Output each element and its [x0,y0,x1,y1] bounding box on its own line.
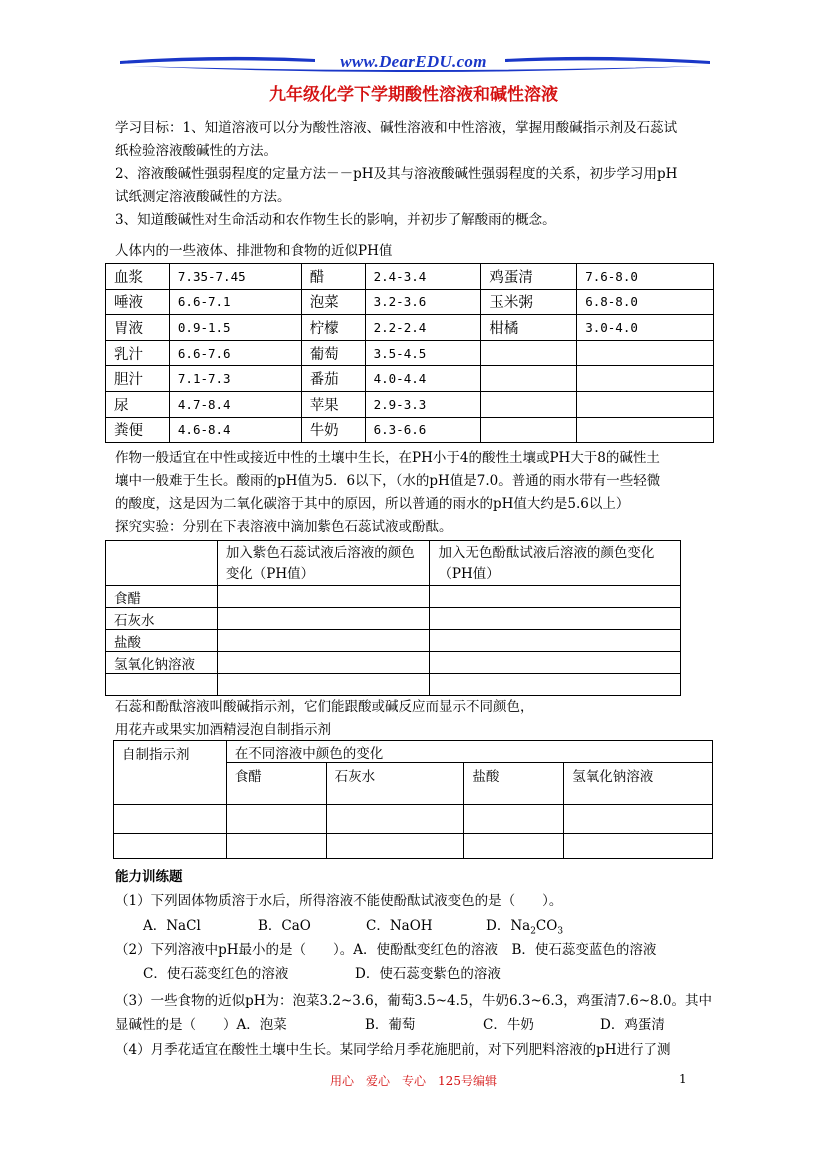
col-header: 盐酸 [464,763,564,805]
color-change-header: 在不同溶液中颜色的变化 [226,741,712,763]
training-heading: 能力训练题 [115,869,183,885]
food-name-cell: 泡菜 [301,289,365,315]
table-row [106,315,714,341]
empty-cell [464,805,564,834]
empty-cell [430,586,681,608]
ph-value-cell: 6.6-7.6 [169,340,301,366]
indicator-header: 自制指示剂 [114,741,227,805]
text-line: 壤中一般难于生长。酸雨的pH值为5．6以下，（水的pH值是7.0。普通的雨水带有一些轻微 [115,473,661,489]
empty-cell [326,834,464,859]
empty-cell [430,608,681,630]
empty-cell [430,674,681,696]
ph-value-cell: 2.4-3.4 [365,264,481,290]
question-4: （4）月季花适宜在酸性土壤中生长。某同学给月季花施肥前，对下列肥料溶液的pH进行了测 [115,1042,671,1058]
col-header: 氢氧化钠溶液 [564,763,713,805]
food-name-cell [481,417,577,443]
food-name-cell: 胆汁 [106,366,170,392]
text-line: 石蕊和酚酞溶液叫酸碱指示剂，它们能跟酸或碱反应而显示不同颜色， [115,699,534,715]
ph-value-cell: 7.1-7.3 [169,366,301,392]
solution-name-cell [106,674,218,696]
footer-text: 用心 爱心 专心 125号编辑 [330,1074,497,1088]
page-number: 1 [679,1072,687,1086]
empty-cell [464,834,564,859]
ph-value-cell [577,417,714,443]
table-row [106,340,714,366]
ph-value-cell: 3.5-4.5 [365,340,481,366]
col-header: 石灰水 [326,763,464,805]
objective-line: 纸检验溶液酸碱性的方法。 [115,143,277,159]
ph-value-cell: 6.6-7.1 [169,289,301,315]
col-header: 食醋 [226,763,326,805]
empty-cell [217,652,430,674]
food-name-cell: 唾液 [106,289,170,315]
empty-cell [114,834,227,859]
food-name-cell: 柠檬 [301,315,365,341]
option-c: C．NaOH [366,918,433,934]
solution-name-cell: 盐酸 [106,630,218,652]
phenol-header: 加入无色酚酞试液后溶液的颜色变化（PH值） [430,541,681,586]
ph-value-cell: 2.2-2.4 [365,315,481,341]
food-name-cell: 玉米粥 [481,289,577,315]
empty-cell [217,608,430,630]
question-2: （2）下列溶液中pH最小的是（ ）。A．使酚酞变红色的溶液 B．使石蕊变蓝色的溶液 [115,942,657,958]
indicator-paragraph [115,696,715,742]
empty-cell [217,674,430,696]
ph-value-cell: 2.9-3.3 [365,391,481,417]
objectives [115,117,715,232]
header-url[interactable]: www.DearEDU.com [340,52,487,71]
empty-cell [326,805,464,834]
indicator-table [113,740,713,859]
table-row [106,674,681,696]
empty-cell [114,805,227,834]
food-name-cell: 牛奶 [301,417,365,443]
ph-value-cell [577,340,714,366]
empty-cell [217,630,430,652]
text-line: 用花卉或果实加酒精浸泡自制指示剂 [115,722,331,738]
food-name-cell: 醋 [301,264,365,290]
table-row [106,652,681,674]
option-a: A．NaCl [143,918,201,934]
ph-value-cell: 0.9-1.5 [169,315,301,341]
food-name-cell [481,340,577,366]
empty-cell [226,805,326,834]
empty-cell [430,630,681,652]
food-name-cell: 血浆 [106,264,170,290]
table-row [106,264,714,290]
option-b: B．葡萄 [365,1017,416,1033]
empty-cell [217,586,430,608]
objective-line: 试纸测定溶液酸碱性的方法。 [115,189,291,205]
empty-cell [564,805,713,834]
option-d: D．鸡蛋清 [600,1017,665,1033]
food-name-cell: 粪便 [106,417,170,443]
food-name-cell: 乳汁 [106,340,170,366]
litmus-header: 加入紫色石蕊试液后溶液的颜色变化（PH值） [217,541,430,586]
solution-name-cell: 氢氧化钠溶液 [106,652,218,674]
ph-value-cell: 4.0-4.4 [365,366,481,392]
empty-cell [430,652,681,674]
question-3: （3）一些食物的近似pH为：泡菜3.2~3.6，葡萄3.5~4.5，牛奶6.3~6.3，鸡蛋清7.6~8.0。其中 [115,993,713,1009]
food-name-cell: 苹果 [301,391,365,417]
food-name-cell [481,391,577,417]
page-title: 九年级化学下学期酸性溶液和碱性溶液 [269,85,558,105]
text-line: 的酸度，这是因为二氧化碳溶于其中的原因，所以普通的雨水的pH值大约是5.6以上） [115,496,630,512]
ph-table [105,263,714,443]
table-row [106,391,714,417]
table-row [106,608,681,630]
ph-value-cell [577,366,714,392]
ph-value-cell: 7.6-8.0 [577,264,714,290]
empty-cell [564,834,713,859]
text-line: 探究实验：分别在下表溶液中滴加紫色石蕊试液或酚酞。 [115,519,453,535]
table-row [106,417,714,443]
solution-name-cell: 石灰水 [106,608,218,630]
ph-value-cell: 6.8-8.0 [577,289,714,315]
option-c: C．牛奶 [483,1017,534,1033]
question-1: （1）下列固体物质溶于水后，所得溶液不能使酚酞试液变色的是（ ）。 [115,893,563,909]
ph-value-cell: 7.35-7.45 [169,264,301,290]
table-row [106,366,714,392]
food-name-cell: 胃液 [106,315,170,341]
table-row [106,289,714,315]
table-row [106,586,681,608]
ph-value-cell: 6.3-6.6 [365,417,481,443]
option-b: B．CaO [258,918,311,934]
food-name-cell [481,366,577,392]
crop-paragraph [115,447,720,539]
experiment-table [105,540,681,696]
empty-cell [106,541,218,586]
ph-value-cell: 3.2-3.6 [365,289,481,315]
food-name-cell: 葡萄 [301,340,365,366]
food-name-cell: 柑橘 [481,315,577,341]
food-name-cell: 番茄 [301,366,365,392]
objective-line: 学习目标：1、知道溶液可以分为酸性溶液、碱性溶液和中性溶液，掌握用酸碱指示剂及石蕊试 [115,120,678,136]
ph-value-cell [577,391,714,417]
table-row [106,630,681,652]
option-a: 显碱性的是（ ）A．泡菜 [115,1017,287,1033]
empty-cell [226,834,326,859]
ph-table-caption: 人体内的一些液体、排泄物和食物的近似PH值 [115,243,393,259]
objective-line: 2、溶液酸碱性强弱程度的定量方法－－pH及其与溶液酸碱性强弱程度的关系，初步学习用pH [115,166,678,182]
ph-value-cell: 3.0-4.0 [577,315,714,341]
page-header [0,50,827,80]
option-c: C．使石蕊变红色的溶液 [143,966,289,982]
ph-value-cell: 4.6-8.4 [169,417,301,443]
option-d: D．使石蕊变紫色的溶液 [355,966,501,982]
objective-line: 3、知道酸碱性对生命活动和农作物生长的影响，并初步了解酸雨的概念。 [115,212,556,228]
ph-value-cell: 4.7-8.4 [169,391,301,417]
food-name-cell: 尿 [106,391,170,417]
food-name-cell: 鸡蛋清 [481,264,577,290]
solution-name-cell: 食醋 [106,586,218,608]
option-d: D．$Na_2CO_3$ [486,918,564,937]
text-line: 作物一般适宜在中性或接近中性的土壤中生长，在PH小于4的酸性土壤或PH大于8的碱性土 [115,450,660,466]
